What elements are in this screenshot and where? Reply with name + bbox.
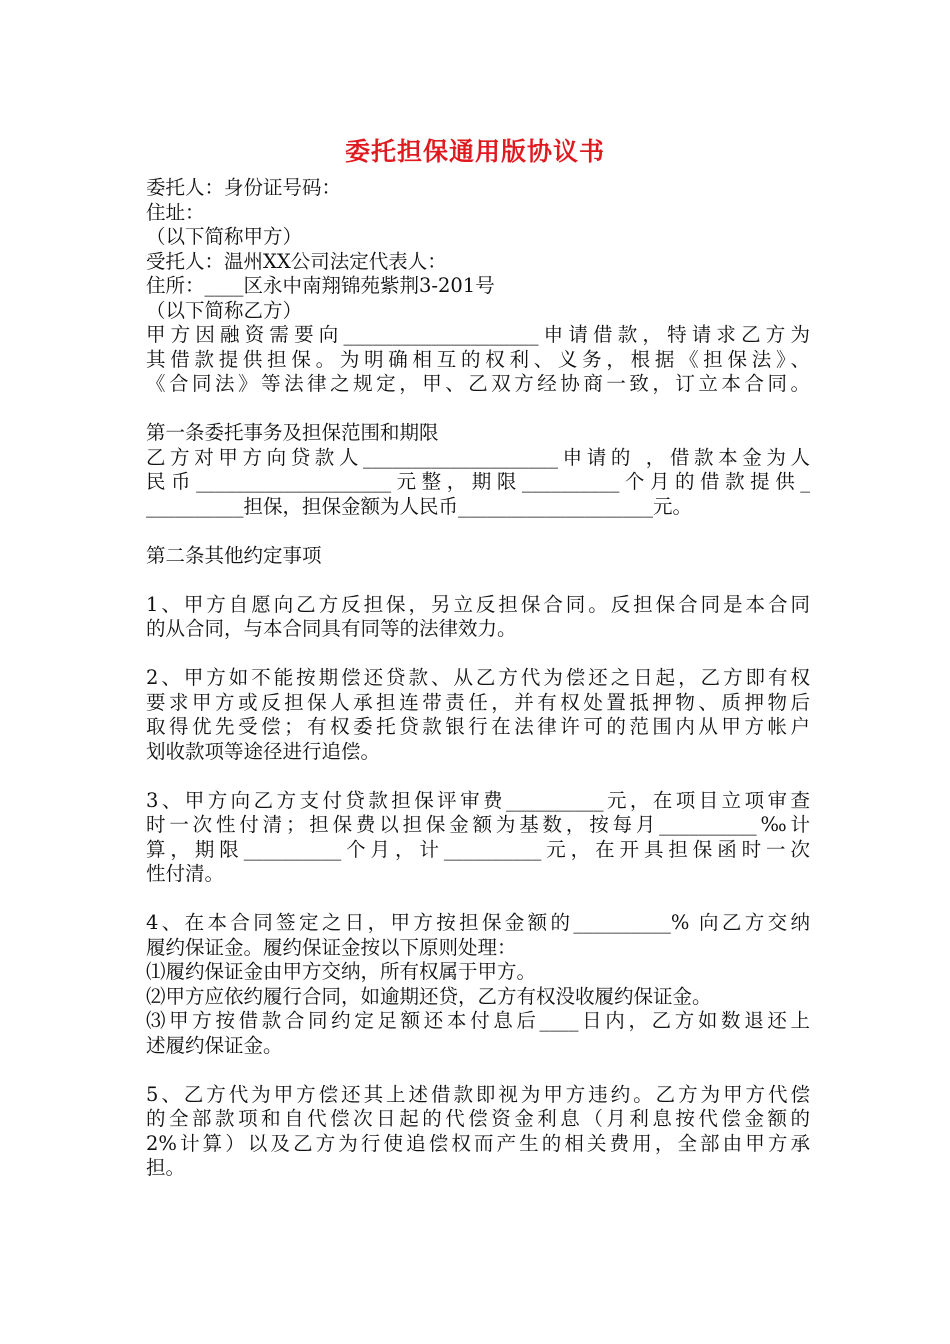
article1-heading: 第一条委托事务及担保范围和期限 <box>146 421 439 444</box>
article1-line: __________担保，担保金额为人民币____________________元。 <box>146 494 693 518</box>
header-line-trustee: 受托人：温州XX公司法定代表人： <box>146 249 447 273</box>
item3-line: 性付清。 <box>146 862 225 885</box>
intro-line: 甲方因融资需要向____________________申请借款，特请求乙方为 <box>146 323 810 346</box>
paragraph-gap <box>146 642 810 667</box>
header-line-trustee-address: 住所：____区永中南翔锦苑紫荆3-201号 <box>146 274 495 297</box>
item2-line: 要求甲方或反担保人承担连带责任，并有权处置抵押物、质押物后 <box>146 690 810 714</box>
header-line-client-address: 住址： <box>146 200 205 224</box>
paragraph-gap <box>146 519 810 544</box>
intro-line: 其借款提供担保。为明确相互的权利、义务，根据《担保法》、 <box>146 347 810 371</box>
paragraph-gap <box>146 1058 810 1083</box>
item2-line: 取得优先受偿；有权委托贷款银行在法律许可的范围内从甲方帐户 <box>146 715 810 738</box>
paragraph-gap <box>146 764 810 789</box>
article2-heading: 第二条其他约定事项 <box>146 543 322 567</box>
item4-subitem-2: ⑵甲方应依约履行合同，如逾期还贷，乙方有权没收履约保证金。 <box>146 984 712 1008</box>
document-title: 委托担保通用版协议书 <box>344 137 605 166</box>
item3-line: 3、甲方向乙方支付贷款担保评审费__________元，在项目立项审查 <box>146 788 810 812</box>
item4-subitem-1: ⑴履约保证金由甲方交纳，所有权属于甲方。 <box>146 960 537 983</box>
document-body <box>146 176 810 1181</box>
item5-line: 担。 <box>146 1156 186 1179</box>
item5-line: 2%计算）以及乙方为行使追偿权而产生的相关费用，全部由甲方承 <box>146 1131 810 1155</box>
item4-line: 履约保证金。履约保证金按以下原则处理： <box>146 935 517 959</box>
item1-line: 1、甲方自愿向乙方反担保，另立反担保合同。反担保合同是本合同 <box>146 592 810 616</box>
item5-line: 的全部款项和自代偿次日起的代偿资金利息（月利息按代偿金额的 <box>146 1107 810 1130</box>
item4-line: 4、在本合同签定之日，甲方按担保金额的__________% 向乙方交纳 <box>146 911 810 934</box>
item3-line: 算，期限__________个月，计__________元，在开具担保函时一次 <box>146 837 810 861</box>
header-line-party-a-alias: （以下简称甲方） <box>146 225 303 248</box>
item3-line: 时一次性付清；担保费以担保金额为基数，按每月__________‰计 <box>146 813 810 836</box>
item1-line: 的从合同，与本合同具有同等的法律效力。 <box>146 617 517 640</box>
item4-line: 述履约保证金。 <box>146 1033 283 1057</box>
item5-line: 5、乙方代为甲方偿还其上述借款即视为甲方违约。乙方为甲方代偿 <box>146 1082 810 1106</box>
article1-line: 民币____________________元整，期限__________个月的借款提供_ <box>146 470 810 493</box>
item2-line: 2、甲方如不能按期偿还贷款、从乙方代为偿还之日起，乙方即有权 <box>146 666 810 689</box>
header-line-party-b-alias: （以下简称乙方） <box>146 298 303 322</box>
item2-line: 划收款项等途径进行追偿。 <box>146 739 381 763</box>
item4-subitem-3: ⑶甲方按借款合同约定足额还本付息后____日内，乙方如数退还上 <box>146 1009 810 1032</box>
header-line-client: 委托人：身份证号码： <box>146 176 342 199</box>
article1-line: 乙方对甲方向贷款人____________________申请的 ，借款本金为人 <box>146 445 810 469</box>
paragraph-gap <box>146 887 810 912</box>
intro-line: 《合同法》等法律之规定，甲、乙双方经协商一致，订立本合同。 <box>146 372 810 395</box>
paragraph-gap <box>146 568 810 593</box>
paragraph-gap <box>146 397 810 422</box>
